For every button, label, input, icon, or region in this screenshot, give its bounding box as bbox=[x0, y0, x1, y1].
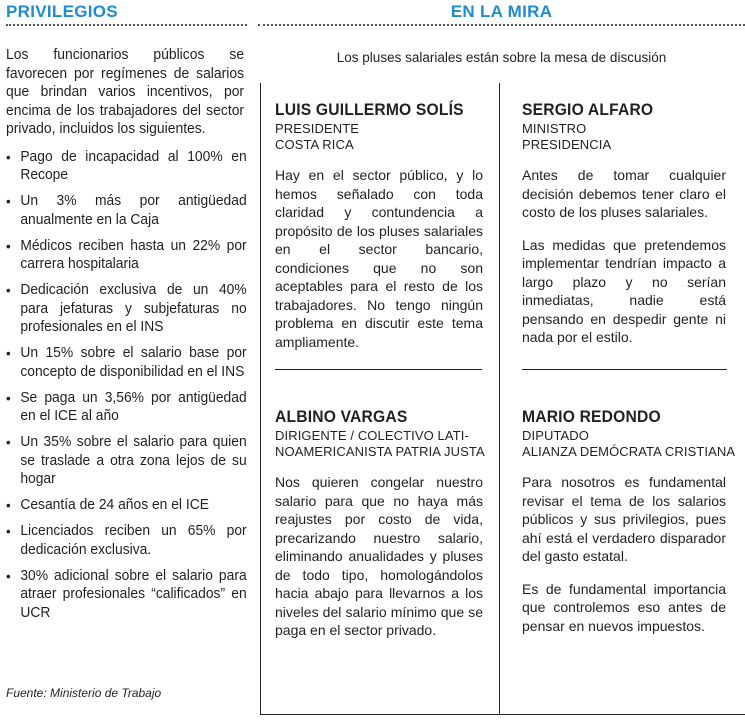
person-role: MINISTRO bbox=[522, 121, 587, 136]
separator-line bbox=[275, 369, 482, 370]
person-role: NOAMERICANISTA PATRIA JUSTA bbox=[275, 444, 485, 459]
bullet-icon: • bbox=[6, 148, 11, 165]
separator-line bbox=[522, 369, 727, 370]
quote-card-alfaro bbox=[522, 99, 726, 347]
person-role: DIRIGENTE / COLECTIVO LATI- bbox=[275, 428, 469, 443]
person-role: COSTA RICA bbox=[275, 137, 354, 152]
bullet-icon: • bbox=[6, 345, 11, 361]
quote-card-vargas bbox=[275, 406, 483, 640]
list-item: • 30% adicional sobre el salario para atraer profesionales “calificados” en UCR bbox=[6, 567, 247, 621]
list-item: • Licenciados reciben un 65% por dedicación exclusiva. bbox=[6, 523, 247, 558]
person-quote: Hay en el sector público, y lo hemos señalado con toda claridad y contundencia a propósito de los pluses salariales en el sector bancario, condiciones que no son aceptables para el resto de los trabajadores. No tengo ningún problema en discutir este tema ampliamente. bbox=[275, 167, 483, 350]
bullet-icon: • bbox=[6, 567, 11, 584]
bullet-icon: • bbox=[6, 389, 11, 406]
privilegios-list bbox=[6, 148, 247, 623]
person-name: LUIS GUILLERMO SOLÍS bbox=[275, 100, 464, 119]
en-la-mira-title: EN LA MIRA bbox=[258, 0, 745, 26]
source-note: Fuente: Ministerio de Trabajo bbox=[6, 686, 162, 700]
bullet-icon: • bbox=[6, 523, 11, 539]
person-role: PRESIDENTE bbox=[275, 121, 360, 136]
quote-card-redondo bbox=[522, 406, 736, 635]
list-item: • Un 15% sobre el salario base por concepto de disponibilidad en el INS bbox=[6, 345, 247, 380]
list-item: • Pago de incapacidad al 100% en Recope bbox=[6, 148, 247, 183]
privilegios-column bbox=[6, 0, 247, 725]
person-role: ALIANZA DEMÓCRATA CRISTIANA bbox=[522, 444, 736, 459]
privilegios-intro: Los funcionarios públicos se favorecen por regímenes de salarios que brindan varios incentivos, por encima de los trabajadores del sector privado, incluidos los siguientes. bbox=[6, 47, 245, 137]
en-la-mira-subtitle: Los pluses salariales están sobre la mesa de discusión bbox=[336, 50, 667, 65]
list-item: • Dedicación exclusiva de un 40% para jefaturas y subjefaturas no profesionales en el INS bbox=[6, 282, 247, 335]
quote-card-solis bbox=[275, 99, 483, 351]
bullet-icon: • bbox=[6, 237, 11, 254]
person-quote: Para nosotros es fundamental revisar el tema de los salarios públicos y sus privilegios, pues ahí está el verdadero disparador del gasto estatal. Es de fundamental importancia que controlemos eso antes de pensar en nuevos impuestos. bbox=[522, 474, 726, 634]
person-role: PRESIDENCIA bbox=[522, 137, 612, 152]
quotes-panel bbox=[260, 83, 745, 715]
bullet-icon: • bbox=[6, 497, 11, 513]
bullet-icon: • bbox=[6, 282, 11, 298]
person-name: ALBINO VARGAS bbox=[275, 407, 408, 426]
bullet-icon: • bbox=[6, 193, 11, 209]
list-item: • Un 35% sobre el salario para quien se traslade a otra zona lejos de su hogar bbox=[6, 434, 247, 487]
list-item: • Médicos reciben hasta un 22% por carrera hospitalaria bbox=[6, 237, 247, 272]
person-quote: Nos quieren congelar nuestro salario para que no haya más reajustes por costo de vida, precarizando nuestro salario, eliminando anualidades y pluses de todo tipo, homologándolos hacia abajo para llevarnos a los niveles del salario mínimo que se paga en el sector privado. bbox=[275, 474, 483, 638]
list-item: • Un 3% más por antigüedad anualmente en la Caja bbox=[6, 193, 247, 228]
privilegios-title: PRIVILEGIOS bbox=[6, 0, 247, 26]
person-role: DIPUTADO bbox=[522, 428, 590, 443]
vertical-divider bbox=[499, 83, 500, 714]
list-item: • Cesantía de 24 años en el ICE bbox=[6, 497, 209, 513]
person-name: SERGIO ALFARO bbox=[522, 100, 654, 119]
list-item: • Se paga un 3,56% por antigüedad en el ICE al año bbox=[6, 389, 247, 424]
person-quote: Antes de tomar cualquier decisión debemos tener claro el costo de los pluses salariales. Las medidas que pretendemos implementar tendrían impacto a largo plazo y no serían inmediatas, nadie está pensando en despedir gente ni nada por el estilo. bbox=[522, 167, 726, 345]
person-name: MARIO REDONDO bbox=[522, 407, 661, 426]
en-la-mira-column bbox=[258, 0, 745, 725]
bullet-icon: • bbox=[6, 434, 11, 450]
